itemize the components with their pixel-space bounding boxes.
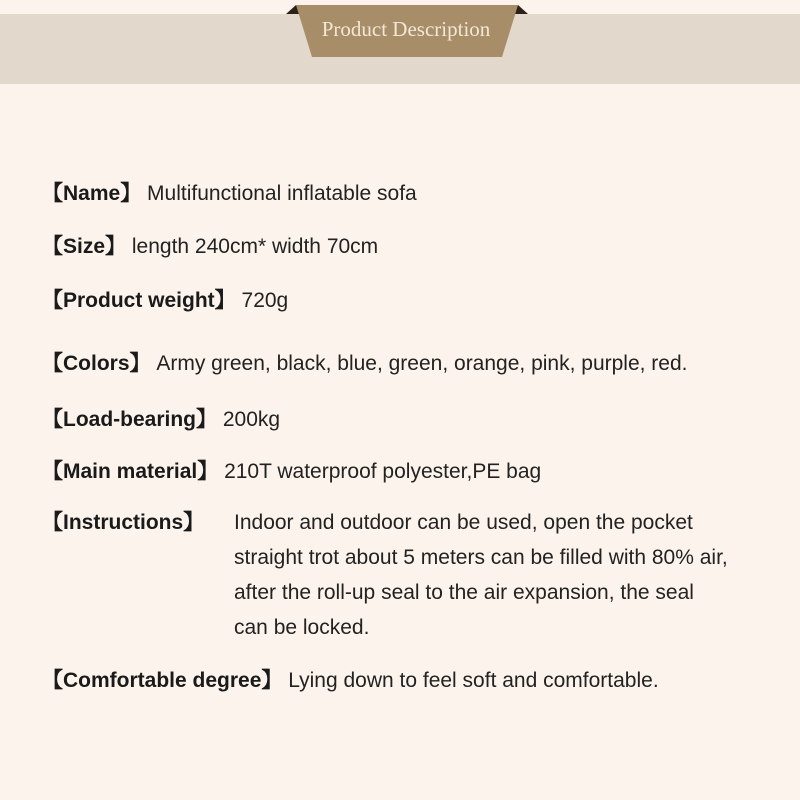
spec-row-instructions	[42, 511, 782, 641]
spec-label-weight: 【Product weight】	[42, 289, 236, 312]
spec-value-material: 210T waterproof polyester,PE bag	[224, 460, 542, 483]
spec-value-load-bearing: 200kg	[222, 408, 281, 431]
spec-row-weight	[42, 289, 288, 313]
spec-label-name: 【Name】	[42, 182, 142, 205]
spec-label-instructions: 【Instructions】	[42, 511, 205, 534]
spec-row-material	[42, 460, 541, 484]
spec-value-comfort: Lying down to feel soft and comfortable.	[288, 669, 659, 692]
spec-row-comfort	[42, 669, 659, 693]
instructions-line: can be locked.	[234, 616, 370, 639]
spec-label-size: 【Size】	[42, 235, 127, 258]
spec-row-colors	[42, 352, 688, 376]
spec-value-instructions	[234, 505, 728, 645]
instructions-line: straight trot about 5 meters can be filled with 80% air,	[234, 546, 728, 569]
spec-label-load-bearing: 【Load-bearing】	[42, 408, 218, 431]
spec-label-comfort: 【Comfortable degree】	[42, 669, 283, 692]
instructions-line: after the roll-up seal to the air expansion, the seal	[234, 581, 694, 604]
spec-label-material: 【Main material】	[42, 460, 219, 483]
spec-value-colors: Army green, black, blue, green, orange, pink, purple, red.	[156, 352, 688, 375]
spec-label-colors: 【Colors】	[42, 352, 151, 375]
spec-value-name: Multifunctional inflatable sofa	[147, 182, 417, 205]
spec-value-size: length 240cm* width 70cm	[131, 235, 379, 258]
instructions-line: Indoor and outdoor can be used, open the pocket	[234, 511, 693, 534]
header-title: Product Description	[321, 17, 491, 41]
spec-row-name	[42, 182, 417, 206]
spec-row-size	[42, 235, 378, 259]
spec-value-weight: 720g	[241, 289, 289, 312]
spec-row-load-bearing	[42, 408, 280, 432]
